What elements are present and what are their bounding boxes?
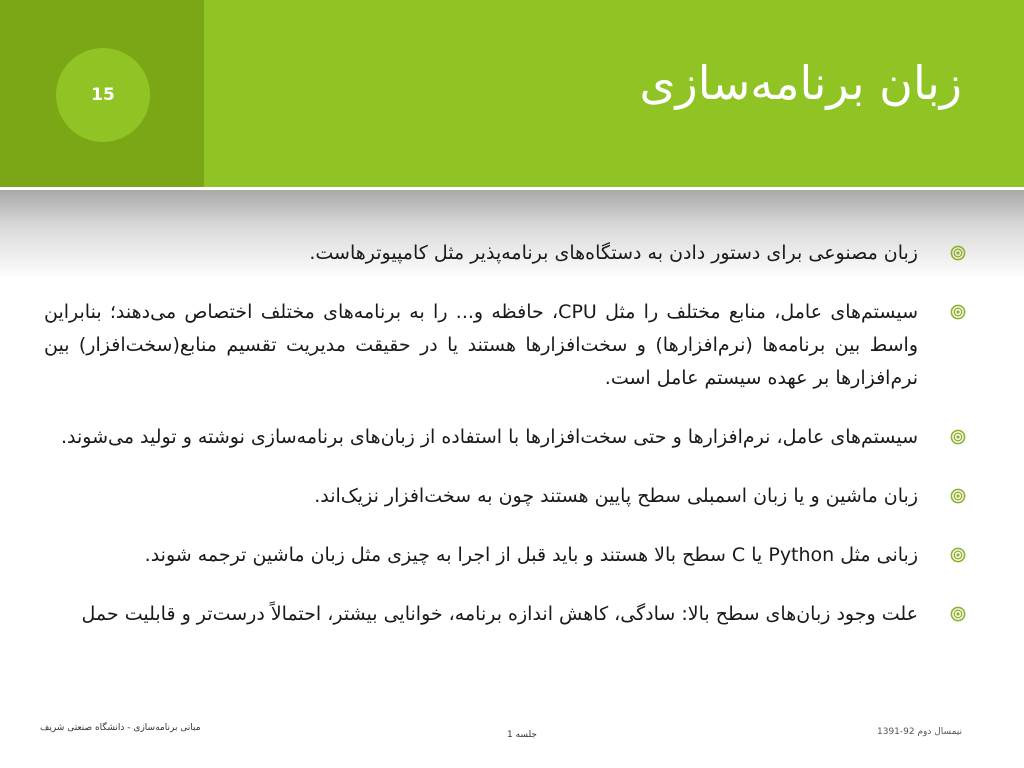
concentric-circle-bullet-icon bbox=[950, 488, 966, 504]
bullet-item bbox=[44, 421, 974, 454]
concentric-circle-bullet-icon bbox=[950, 304, 966, 320]
bullet-item bbox=[44, 480, 974, 513]
slide-number-badge bbox=[56, 48, 150, 142]
bullet-text: زبان مصنوعی برای دستور دادن به دستگاه‌های برنامه‌پذیر مثل کامپیوترهاست. bbox=[309, 242, 918, 264]
bullet-text: زبان ماشین و یا زبان اسمبلی سطح پایین هستند چون به سخت‌افزار نزیک‌اند. bbox=[314, 485, 918, 507]
footer-session: جلسه 1 bbox=[507, 730, 537, 740]
slide-title: زبان برنامه‌سازی bbox=[639, 56, 962, 110]
bullet-text: علت وجود زبان‌های سطح بالا: سادگی، کاهش اندازه برنامه، خوانایی بیشتر، احتمالاً درست‌تر و قابلیت حمل bbox=[81, 603, 918, 625]
concentric-circle-bullet-icon bbox=[950, 547, 966, 563]
footer-course: مبانی برنامه‌سازی - دانشگاه صنعتی شریف bbox=[40, 723, 201, 733]
slide-number: 15 bbox=[91, 85, 115, 105]
bullet-item bbox=[44, 237, 974, 270]
bullet-item bbox=[44, 539, 974, 572]
footer-semester: نیمسال دوم 92-1391 bbox=[877, 727, 962, 737]
concentric-circle-bullet-icon bbox=[950, 429, 966, 445]
bullet-list bbox=[44, 237, 974, 747]
bullet-text: سیستم‌های عامل، نرم‌افزارها و حتی سخت‌افزارها با استفاده از زبان‌های برنامه‌سازی نوشته و تولید می‌شوند. bbox=[60, 426, 918, 448]
bullet-text: سیستم‌های عامل، منابع مختلف را مثل CPU، حافظه و... را به برنامه‌های مختلف اختصاص می‌دهند؛ بنابراین واسط بین برنامه‌ها (نرم‌افزارها) و سخت‌افزارها هستند یا در حقیقت مدیریت تقسیم منابع(سخت‌افزار) بین نرم‌افزارها بر عهده سیستم عامل است. bbox=[44, 301, 918, 389]
bullet-item bbox=[44, 598, 974, 631]
concentric-circle-bullet-icon bbox=[950, 245, 966, 261]
concentric-circle-bullet-icon bbox=[950, 606, 966, 622]
bullet-text: زبانی مثل Python یا C سطح بالا هستند و باید قبل از اجرا به چیزی مثل زبان ماشین ترجمه شوند. bbox=[144, 544, 918, 566]
bullet-item bbox=[44, 296, 974, 395]
